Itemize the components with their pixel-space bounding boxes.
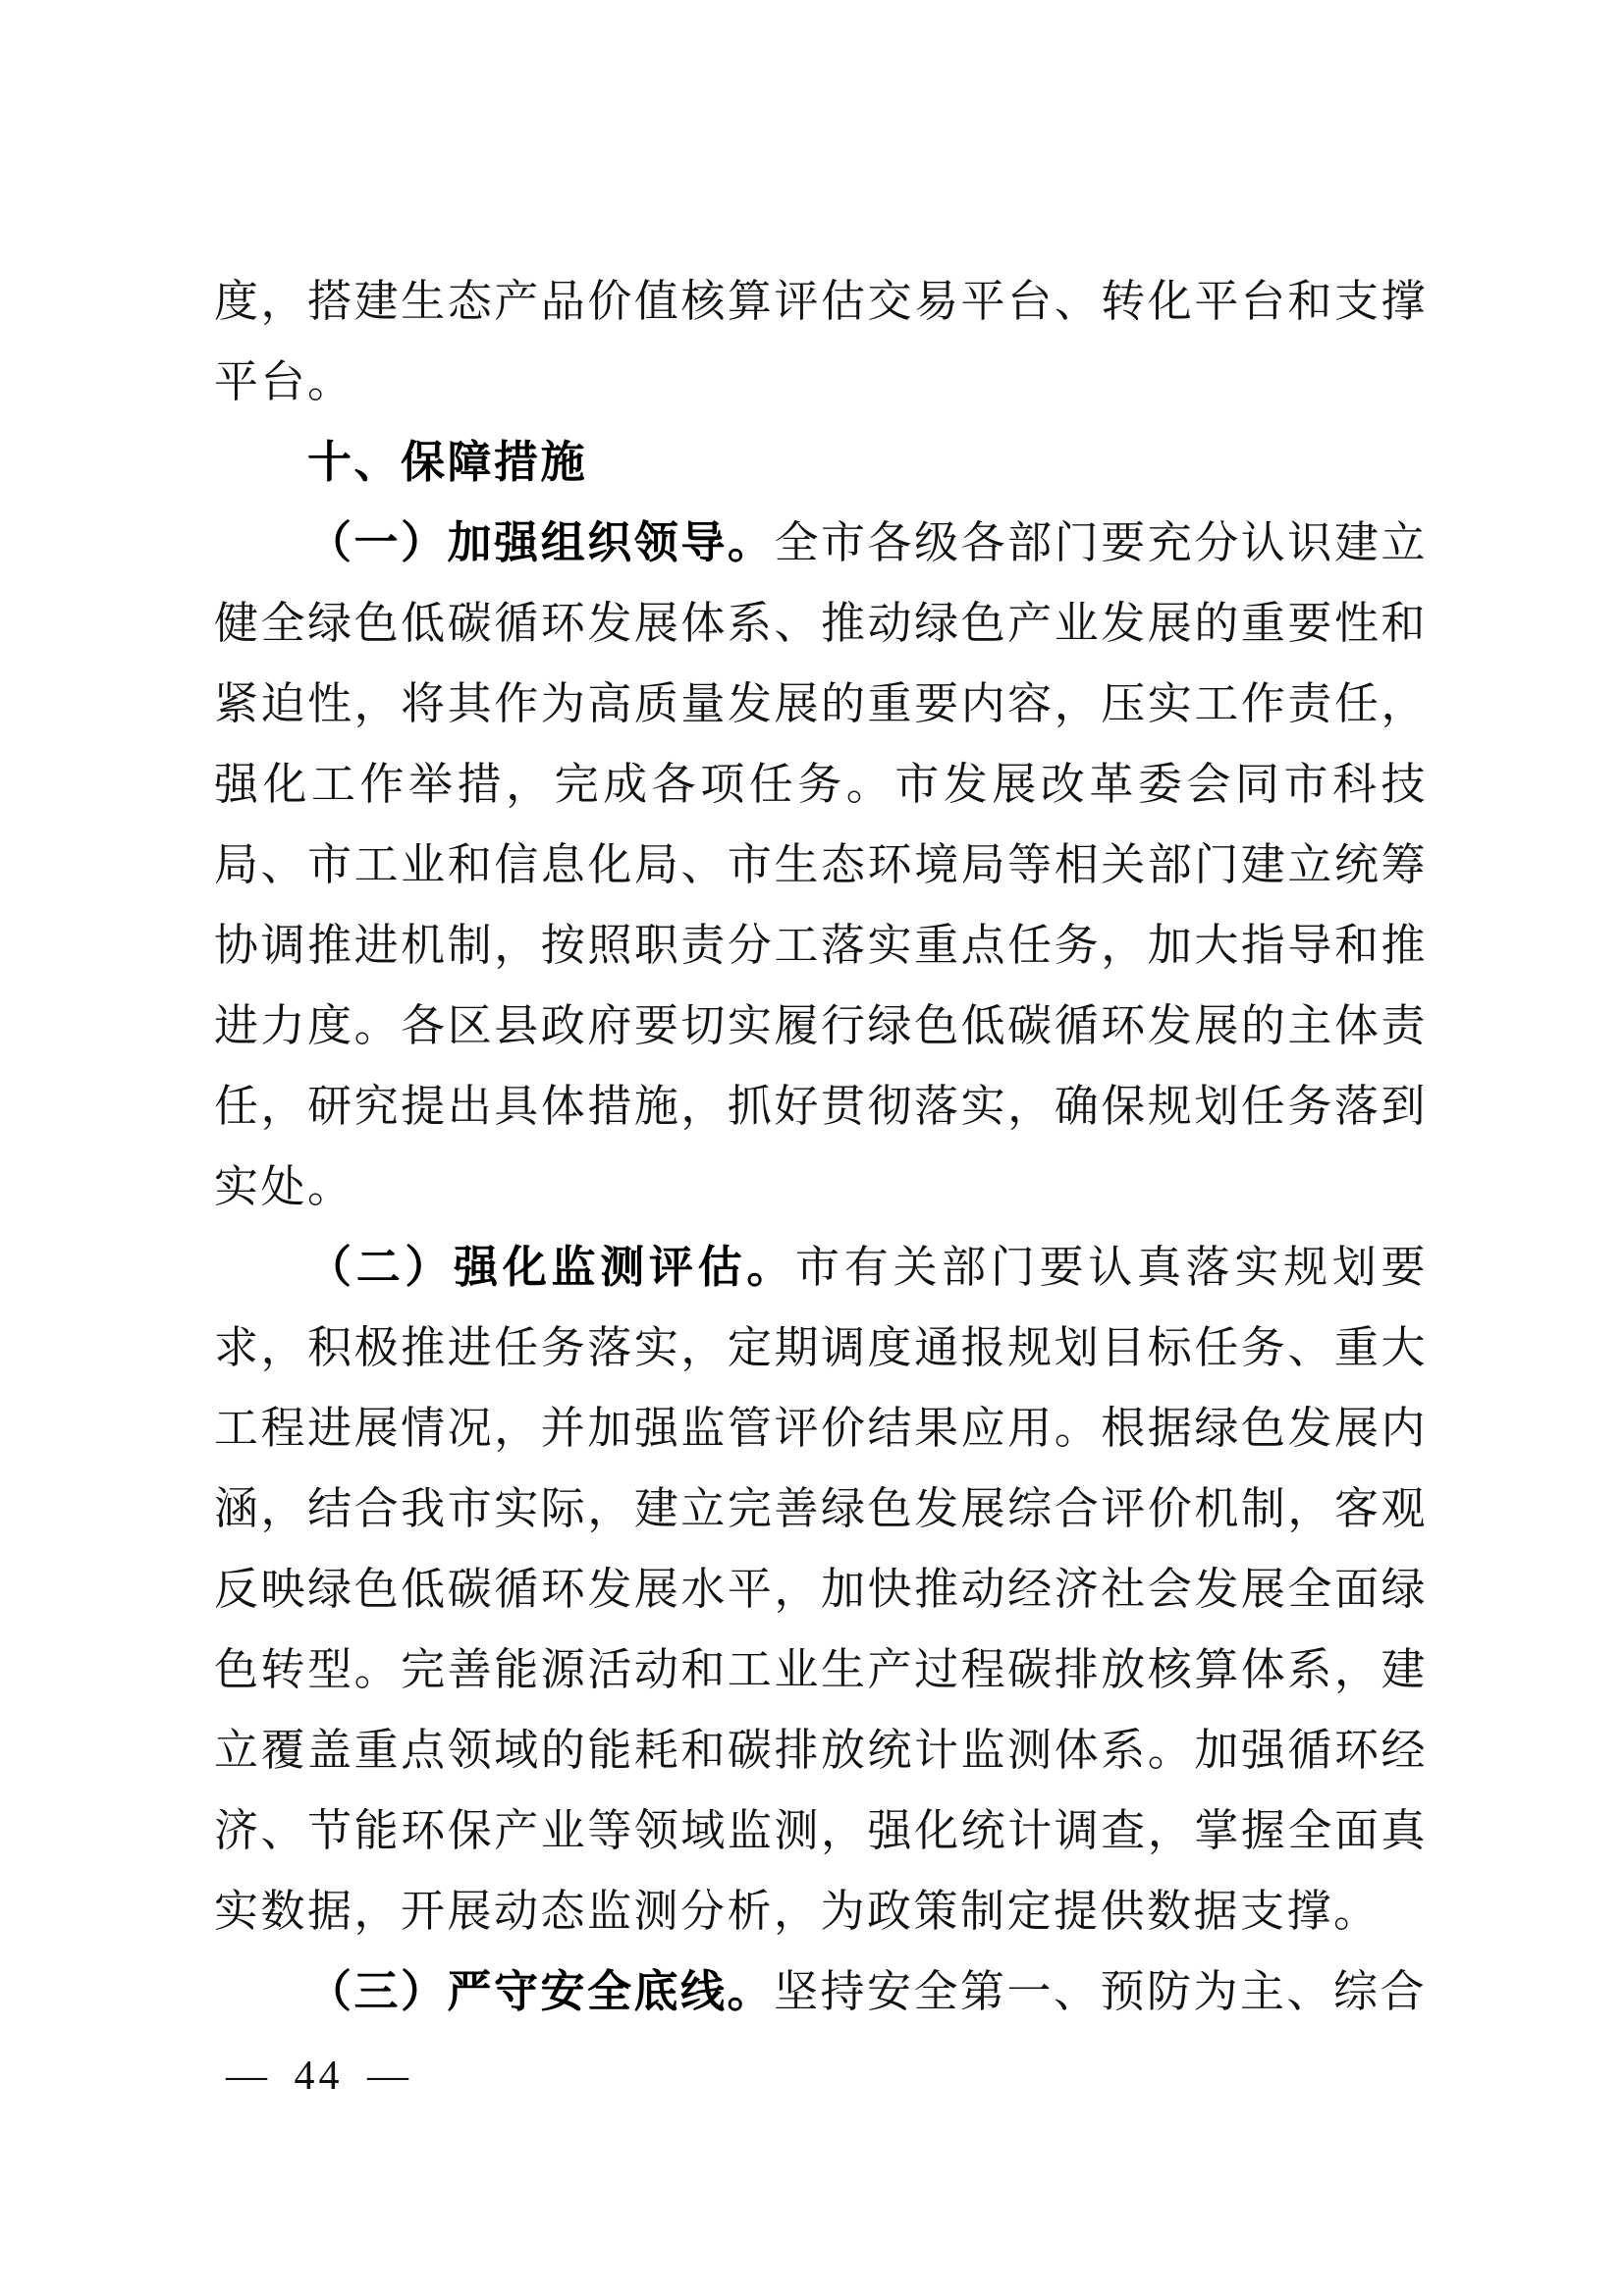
section-heading: 十、保障措施	[307, 437, 588, 487]
paragraph	[214, 503, 1428, 1227]
paragraph-lead: （三）严守安全底线。	[307, 1966, 775, 2016]
footer-dash-right: —	[367, 2054, 411, 2099]
paragraph-text: 坚持安全第一、预防为主、综合	[774, 1967, 1428, 2016]
page-footer	[226, 2054, 411, 2099]
paragraph-text: 市有关部门要认真落实规划要求，积极推进任务落实，定期调度通报规划目标任务、重大工程进展情况，并加强监管评价结果应用。根据绿色发展内涵，结合我市实际，建立完善绿色发展综合评价机制，客观反映绿色低碳循环发展水平，加快推动经济社会发展全面绿色转型。完善能源活动和工业生产过程碳排放核算体系，建立覆盖重点领域的能耗和碳排放统计监测体系。加强循环经济、节能环保产业等领域监测，强化统计调查，掌握全面真实数据，开展动态监测分析，为政策制定提供数据支撑。	[214, 1243, 1428, 1936]
footer-dash-left: —	[226, 2054, 270, 2099]
paragraph-lead: （二）强化监测评估。	[307, 1242, 796, 1292]
paragraph-lead: （一）加强组织领导。	[307, 517, 775, 567]
paragraph-continuation: 度，搭建生态产品价值核算评估交易平台、转化平台和支撑平台。	[214, 277, 1428, 406]
paragraph	[214, 1227, 1428, 1951]
text-block	[214, 261, 1428, 2032]
page-number: 44	[270, 2054, 367, 2099]
paragraph	[214, 1951, 1428, 2032]
paragraph-text: 全市各级各部门要充分认识建立健全绿色低碳循环发展体系、推动绿色产业发展的重要性和紧迫性，将其作为高质量发展的重要内容，压实工作责任，强化工作举措，完成各项任务。市发展改革委会同市科技局、市工业和信息化局、市生态环境局等相关部门建立统筹协调推进机制，按照职责分工落实重点任务，加大指导和推进力度。各区县政府要切实履行绿色低碳循环发展的主体责任，研究提出具体措施，抓好贯彻落实，确保规划任务落到实处。	[214, 518, 1428, 1211]
